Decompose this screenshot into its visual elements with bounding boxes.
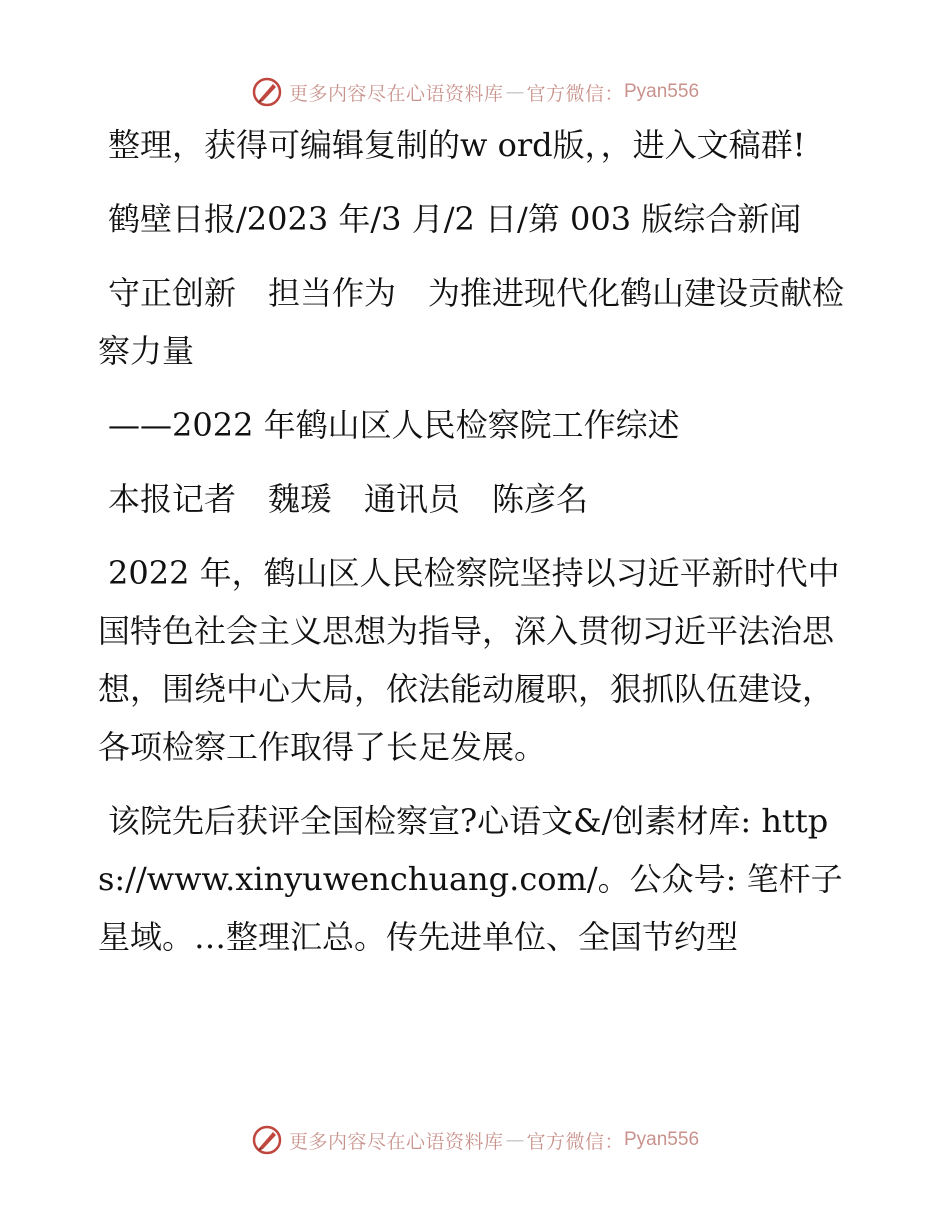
paragraph-headline: 守正创新 担当作为 为推进现代化鹤山建设贡献检察力量 [98,274,845,370]
paragraph-byline: 本报记者 魏瑗 通讯员 陈彦名 [108,480,589,518]
banner-wechat-id: Pyan556 [624,1129,700,1150]
banner-wechat-id: Pyan556 [624,81,700,102]
quill-logo-icon [251,76,283,108]
quill-logo-icon [251,1124,283,1156]
banner-wechat-label: 官方微信： [526,82,624,105]
banner-brand-text: 更多内容尽在心语资料库 [288,82,504,105]
banner-separator: — [505,81,525,103]
paragraph-intro-note: 整理，获得可编辑复制的w ord版，，进入文稿群! [108,126,806,164]
banner-brand-text: 更多内容尽在心语资料库 [288,1130,504,1153]
banner-wechat-label: 官方微信： [526,1130,624,1153]
paragraph-subheadline: ——2022 年鹤山区人民检察院工作综述 [108,406,680,444]
paragraph-source-line: 鹤壁日报/2023 年/3 月/2 日/第 003 版综合新闻 [108,200,802,238]
paragraph-body-1: 2022 年，鹤山区人民检察院坚持以习近平新时代中国特色社会主义思想为指导，深入贯彻习近平法治思想，围绕中心大局，依法能动履职，狠抓队伍建设，各项检察工作取得了长足发展。 [98,554,840,766]
document-body [98,116,858,982]
header-watermark-banner [0,72,950,112]
paragraph-body-2: 该院先后获评全国检察宣?心语文&/创素材库: https://www.xinyuwenchuang.com/。公众号: 笔杆子星域。…整理汇总。传先进单位、全国节约型 [98,802,843,956]
footer-watermark-banner [0,1120,950,1160]
banner-separator: — [505,1129,525,1151]
